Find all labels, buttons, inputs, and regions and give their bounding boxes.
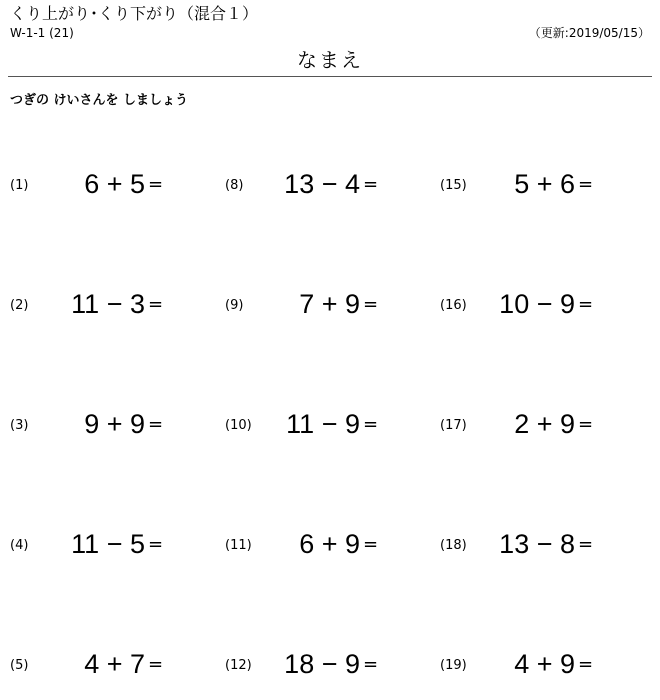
equals-sign: = <box>363 534 379 555</box>
problem-9 <box>225 284 435 324</box>
name-underline <box>8 76 652 77</box>
problem-4 <box>10 524 220 564</box>
equals-sign: = <box>578 534 594 555</box>
problem-3 <box>10 404 220 444</box>
updated-date: （更新:2019/05/15） <box>528 26 650 40</box>
equals-sign: = <box>578 294 594 315</box>
problem-19 <box>440 644 650 684</box>
problem-expression: 11 − 9 <box>286 409 360 439</box>
equals-sign: = <box>578 174 594 195</box>
problem-11 <box>225 524 435 564</box>
problem-expression: 4 + 9 <box>514 649 575 679</box>
problem-number: (19) <box>440 658 467 673</box>
problem-number: (5) <box>10 658 29 673</box>
problem-number: (3) <box>10 418 29 433</box>
problem-number: (4) <box>10 538 29 553</box>
problem-17 <box>440 404 650 444</box>
equals-sign: = <box>148 534 164 555</box>
problem-number: (18) <box>440 538 467 553</box>
problem-15 <box>440 164 650 204</box>
problem-number: (16) <box>440 298 467 313</box>
problem-number: (8) <box>225 178 244 193</box>
problem-expression: 2 + 9 <box>514 409 575 439</box>
equals-sign: = <box>363 414 379 435</box>
worksheet-title: くり上がり･くり下がり（混合１） <box>10 4 259 23</box>
problem-expression: 9 + 9 <box>84 409 145 439</box>
problem-8 <box>225 164 435 204</box>
equals-sign: = <box>148 294 164 315</box>
problem-expression: 18 − 9 <box>284 649 360 679</box>
problem-number: (17) <box>440 418 467 433</box>
problem-16 <box>440 284 650 324</box>
worksheet-code: W-1-1 (21) <box>10 26 74 40</box>
problem-1 <box>10 164 220 204</box>
equals-sign: = <box>363 174 379 195</box>
equals-sign: = <box>148 174 164 195</box>
problem-10 <box>225 404 435 444</box>
equals-sign: = <box>578 414 594 435</box>
problem-12 <box>225 644 435 684</box>
equals-sign: = <box>363 654 379 675</box>
problem-number: (15) <box>440 178 467 193</box>
instruction-text: つぎの けいさんを しましょう <box>10 93 189 108</box>
problem-2 <box>10 284 220 324</box>
equals-sign: = <box>148 654 164 675</box>
problem-number: (9) <box>225 298 244 313</box>
problem-expression: 13 − 8 <box>499 529 575 559</box>
problem-expression: 11 − 3 <box>71 289 145 319</box>
problem-expression: 6 + 9 <box>299 529 360 559</box>
problem-number: (2) <box>10 298 29 313</box>
problem-expression: 11 − 5 <box>71 529 145 559</box>
problem-5 <box>10 644 220 684</box>
problem-number: (12) <box>225 658 252 673</box>
equals-sign: = <box>148 414 164 435</box>
problem-18 <box>440 524 650 564</box>
problem-expression: 13 − 4 <box>284 169 360 199</box>
name-label: なまえ <box>297 48 363 72</box>
problem-number: (11) <box>225 538 252 553</box>
problem-expression: 4 + 7 <box>84 649 145 679</box>
problem-number: (10) <box>225 418 252 433</box>
problem-number: (1) <box>10 178 29 193</box>
problem-expression: 5 + 6 <box>514 169 575 199</box>
equals-sign: = <box>578 654 594 675</box>
problem-expression: 10 − 9 <box>499 289 575 319</box>
problem-expression: 7 + 9 <box>299 289 360 319</box>
equals-sign: = <box>363 294 379 315</box>
problem-expression: 6 + 5 <box>84 169 145 199</box>
